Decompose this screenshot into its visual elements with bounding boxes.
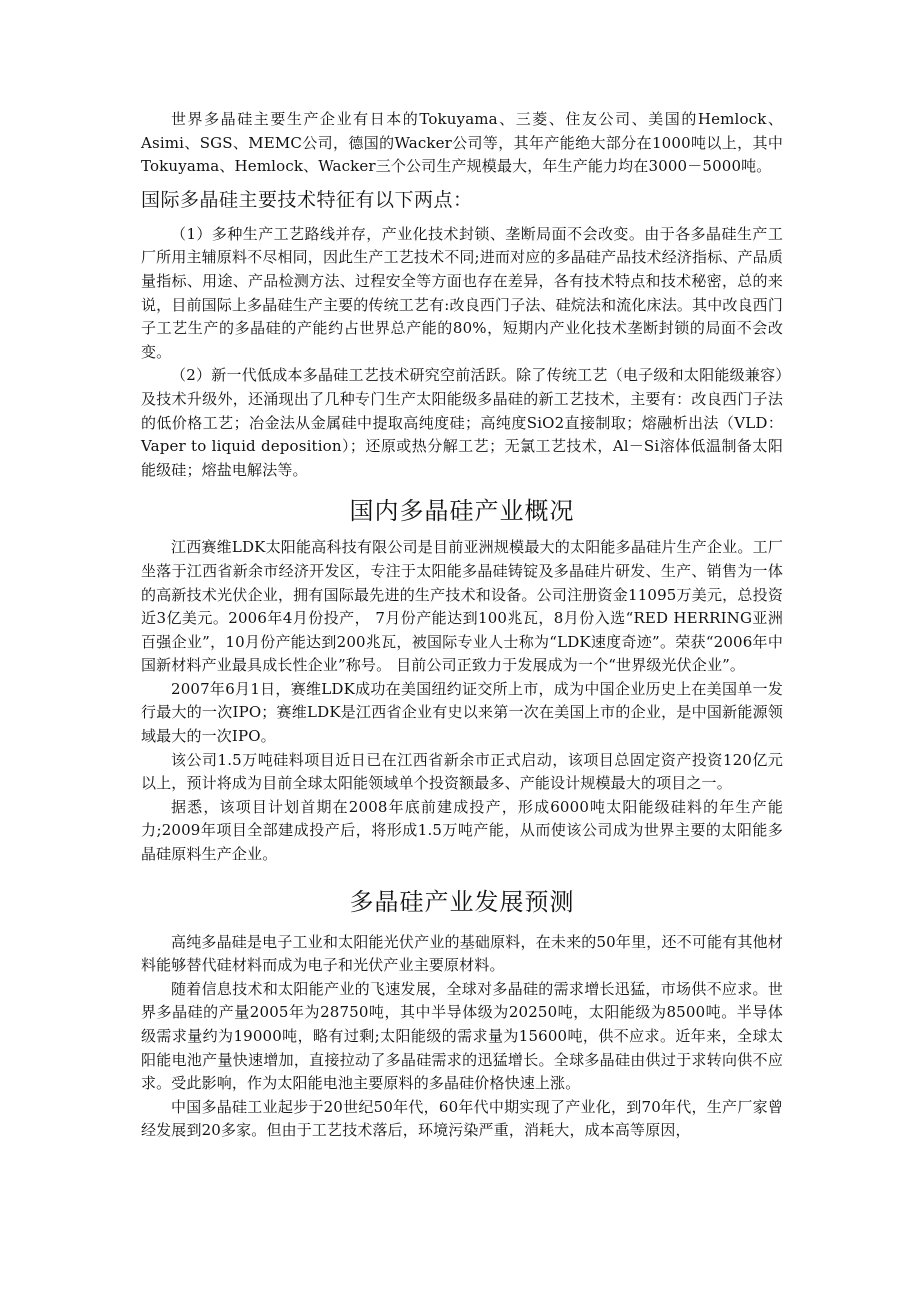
intro-paragraph: 世界多晶硅主要生产企业有日本的Tokuyama、三菱、住友公司、美国的Hemlock、Asimi、SGS、MEMC公司，德国的Wacker公司等，其年产能绝大部分在1000吨以上，其中Tokuyama、Hemlock、Wacker三个公司生产规模最大，年生产能力均在3000－5000吨。 (141, 110, 783, 176)
document-body (141, 108, 783, 1143)
domestic-section-title: 国内多晶硅产业概况 (349, 497, 575, 526)
domestic-paragraph-3: 该公司1.5万吨硅料项目近日已在江西省新余市正式启动，该项目总固定资产投资120亿元以上，预计将成为目前全球太阳能领域单个投资额最多、产能设计规模最大的项目之一。 (141, 750, 783, 793)
tech-point-1-paragraph: （1）多种生产工艺路线并存，产业化技术封锁、垄断局面不会改变。由于各多晶硅生产工厂所用主辅原料不尽相同，因此生产工艺技术不同;进而对应的多晶硅产品技术经济指标、产品质量指标、用途、产品检测方法、过程安全等方面也存在差异，各有技术特点和技术秘密，总的来说，目前国际上多晶硅生产主要的传统工艺有:改良西门子法、硅烷法和流化床法。其中改良西门子工艺生产的多晶硅的产能约占世界总产能的80%，短期内产业化技术垄断封锁的局面不会改变。 (141, 224, 783, 361)
forecast-paragraph-1: 高纯多晶硅是电子工业和太阳能光伏产业的基础原料，在未来的50年里，还不可能有其他材料能够替代硅材料而成为电子和光伏产业主要原材料。 (141, 932, 783, 975)
tech-point-2-paragraph: （2）新一代低成本多晶硅工艺技术研究空前活跃。除了传统工艺（电子级和太阳能级兼容）及技术升级外，还涌现出了几种专门生产太阳能级多晶硅的新工艺技术，主要有：改良西门子法的低价格工艺；冶金法从金属硅中提取高纯度硅；高纯度SiO2直接制取；熔融析出法（VLD：Vaper to liquid deposition）；还原或热分解工艺；无氯工艺技术，Al－Si溶体低温制备太阳能级硅；熔盐电解法等。 (141, 366, 783, 479)
tech-features-heading: 国际多晶硅主要技术特征有以下两点： (141, 188, 473, 211)
forecast-paragraph-2: 随着信息技术和太阳能产业的飞速发展，全球对多晶硅的需求增长迅猛，市场供不应求。世界多晶硅的产量2005年为28750吨，其中半导体级为20250吨，太阳能级为8500吨。半导体级需求量约为19000吨，略有过剩;太阳能级的需求量为15600吨，供不应求。近年来，全球太阳能电池产量快速增加，直接拉动了多晶硅需求的迅猛增长。全球多晶硅由供过于求转向供不应求。受此影响，作为太阳能电池主要原料的多晶硅价格快速上涨。 (141, 979, 783, 1093)
domestic-paragraph-2: 2007年6月1日，赛维LDK成功在美国纽约证交所上市，成为中国企业历史上在美国单一发行最大的一次IPO；赛维LDK是江西省企业有史以来第一次在美国上市的企业，是中国新能源领域最大的一次IPO。 (141, 679, 783, 746)
domestic-paragraph-1: 江西赛维LDK太阳能高科技有限公司是目前亚洲规模最大的太阳能多晶硅片生产企业。工厂坐落于江西省新余市经济开发区，专注于太阳能多晶硅铸锭及多晶硅片研发、生产、销售为一体的高新技术光伏企业，拥有国际最先进的生产技术和设备。公司注册资金11095万美元，总投资近3亿美元。2006年4月份投产， 7月份产能达到100兆瓦，8月份入选“RED HERRING亚洲百强企业”，10月份产能达到200兆瓦，被国际专业人士称为“LDK速度奇迹”。荣获“2006年中国新材料产业最具成长性企业”称号。 目前公司正致力于发展成为一个“世界级光伏企业”。 (141, 538, 783, 675)
forecast-section-title: 多晶硅产业发展预测 (349, 887, 575, 916)
domestic-paragraph-4: 据悉，该项目计划首期在2008年底前建成投产，形成6000吨太阳能级硅料的年生产能力;2009年项目全部建成投产后，将形成1.5万吨产能，从而使该公司成为世界主要的太阳能多晶硅原料生产企业。 (141, 797, 783, 864)
forecast-paragraph-3: 中国多晶硅工业起步于20世纪50年代，60年代中期实现了产业化，到70年代，生产厂家曾经发展到20多家。但由于工艺技术落后，环境污染严重，消耗大，成本高等原因， (141, 1097, 783, 1140)
